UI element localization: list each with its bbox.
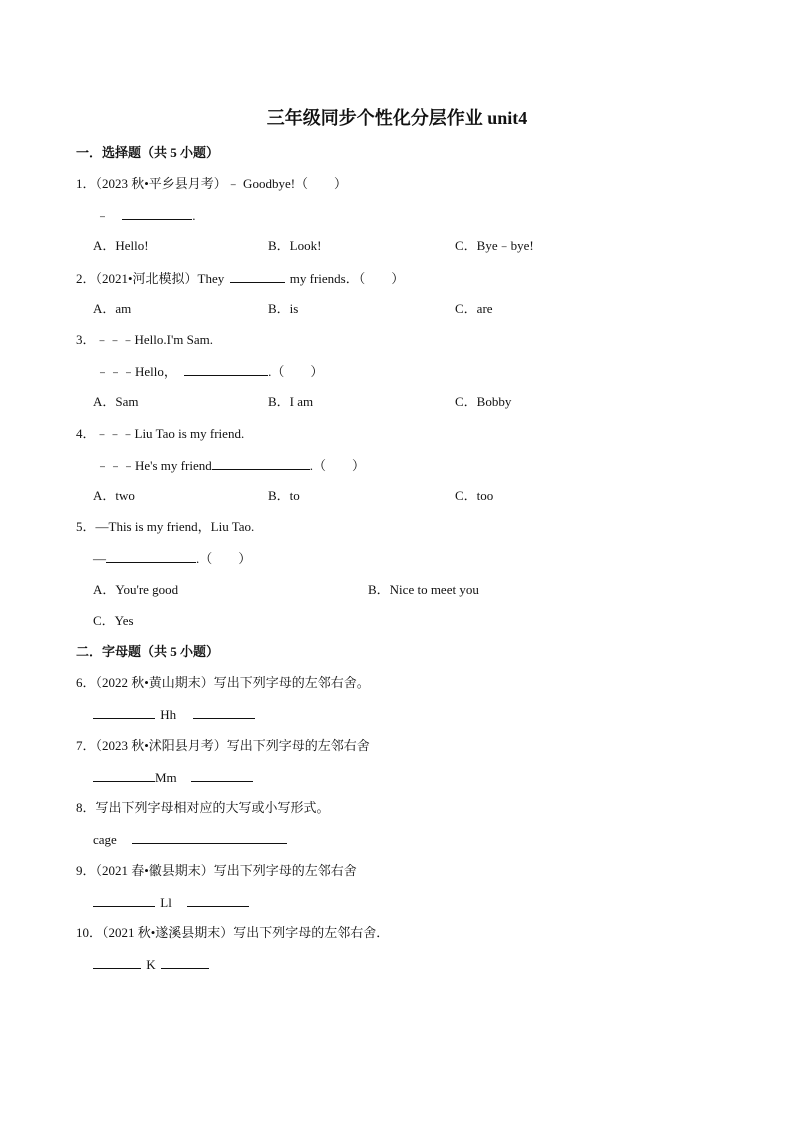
question-1-option-a[interactable]: A．Hello! <box>93 238 149 253</box>
question-3-blank[interactable] <box>184 363 268 376</box>
question-10-blank-right[interactable] <box>161 956 209 969</box>
question-4-option-a[interactable]: A．two <box>93 488 135 503</box>
question-5-option-a[interactable]: A．You're good <box>93 582 179 597</box>
question-8-stem: 8．写出下列字母相对应的大写或小写形式。 <box>76 800 330 815</box>
question-5-answer-line <box>93 550 251 567</box>
question-3-stem: 3．﹣﹣﹣Hello.I'm Sam. <box>76 332 214 347</box>
question-9-letter: Ll <box>160 895 172 910</box>
question-1-period: . <box>192 208 196 223</box>
question-4-option-c[interactable]: C．too <box>455 488 494 503</box>
question-6-stem: 6．（2022 秋•黄山期末）写出下列字母的左邻右舍。 <box>76 675 370 690</box>
question-5-option-b[interactable]: B．Nice to meet you <box>368 582 479 597</box>
question-9-stem: 9．（2021 春•徽县期末）写出下列字母的左邻右舍 <box>76 863 357 878</box>
question-1-option-c[interactable]: C．Bye﹣bye! <box>455 238 534 253</box>
question-3-option-b[interactable]: B．I am <box>268 394 314 409</box>
question-2-blank[interactable] <box>230 270 285 283</box>
question-4-stem: 4．﹣﹣﹣Liu Tao is my friend. <box>76 426 245 441</box>
question-10-stem: 10．（2021 秋•遂溪县期末）写出下列字母的左邻右舍． <box>76 925 390 940</box>
question-4-blank[interactable] <box>212 457 310 470</box>
question-3-option-c[interactable]: C．Bobby <box>455 394 512 409</box>
question-1-option-b[interactable]: B．Look! <box>268 238 322 253</box>
question-7-blank-right[interactable] <box>191 769 253 782</box>
question-6-answer-line <box>93 706 255 723</box>
question-6-letter: Hh <box>160 707 177 722</box>
question-2-prefix: 2．（2021•河北模拟）They <box>76 271 225 286</box>
question-2-option-b[interactable]: B．is <box>268 301 299 316</box>
question-4-prefix: ﹣﹣﹣He's my friend <box>96 458 212 473</box>
question-7-stem: 7．（2023 秋•沭阳县月考）写出下列字母的左邻右舍 <box>76 738 370 753</box>
question-5-suffix: .（ ） <box>196 551 252 566</box>
question-5-stem: 5．—This is my friend，Liu Tao. <box>76 519 255 534</box>
question-10-answer-line <box>93 956 209 973</box>
question-5-prefix: — <box>93 551 106 566</box>
page-title: 三年级同步个性化分层作业 unit4 <box>266 108 528 128</box>
section-heading-choice: 一．选择题（共 5 小题） <box>76 145 220 160</box>
question-7-letter: Mm <box>155 770 177 785</box>
question-9-blank-left[interactable] <box>93 894 155 907</box>
question-10-blank-left[interactable] <box>93 956 141 969</box>
question-3-option-a[interactable]: A．Sam <box>93 394 139 409</box>
question-7-answer-line <box>93 769 253 786</box>
question-9-answer-line <box>93 894 249 911</box>
question-2-option-c[interactable]: C．are <box>455 301 493 316</box>
question-8-answer-line <box>93 831 287 848</box>
question-1-stem: 1．（2023 秋•平乡县月考）﹣ Goodbye!（ ） <box>76 176 348 191</box>
question-1-dash: ﹣ <box>96 208 110 223</box>
question-3-suffix: .（ ） <box>268 364 324 379</box>
question-2-suffix: my friends．（ ） <box>289 271 405 286</box>
question-5-option-c[interactable]: C．Yes <box>93 613 134 628</box>
question-6-blank-right[interactable] <box>193 706 255 719</box>
question-9-blank-right[interactable] <box>187 894 249 907</box>
question-8-blank[interactable] <box>132 831 287 844</box>
question-1-answer-line <box>96 207 196 224</box>
question-10-letter: K <box>146 957 156 972</box>
question-4-answer-line <box>96 457 365 474</box>
question-7-blank-left[interactable] <box>93 769 155 782</box>
question-5-blank[interactable] <box>106 550 196 563</box>
question-4-option-b[interactable]: B．to <box>268 488 300 503</box>
section-heading-letters: 二．字母题（共 5 小题） <box>76 644 220 659</box>
question-2-option-a[interactable]: A．am <box>93 301 132 316</box>
question-8-word: cage <box>93 832 117 847</box>
question-2-stem <box>76 270 404 287</box>
question-4-suffix: .（ ） <box>309 458 365 473</box>
question-6-blank-left[interactable] <box>93 706 155 719</box>
question-1-blank[interactable] <box>122 207 192 220</box>
question-3-answer-line <box>96 363 323 380</box>
question-3-prefix: ﹣﹣﹣Hello， <box>96 364 177 379</box>
